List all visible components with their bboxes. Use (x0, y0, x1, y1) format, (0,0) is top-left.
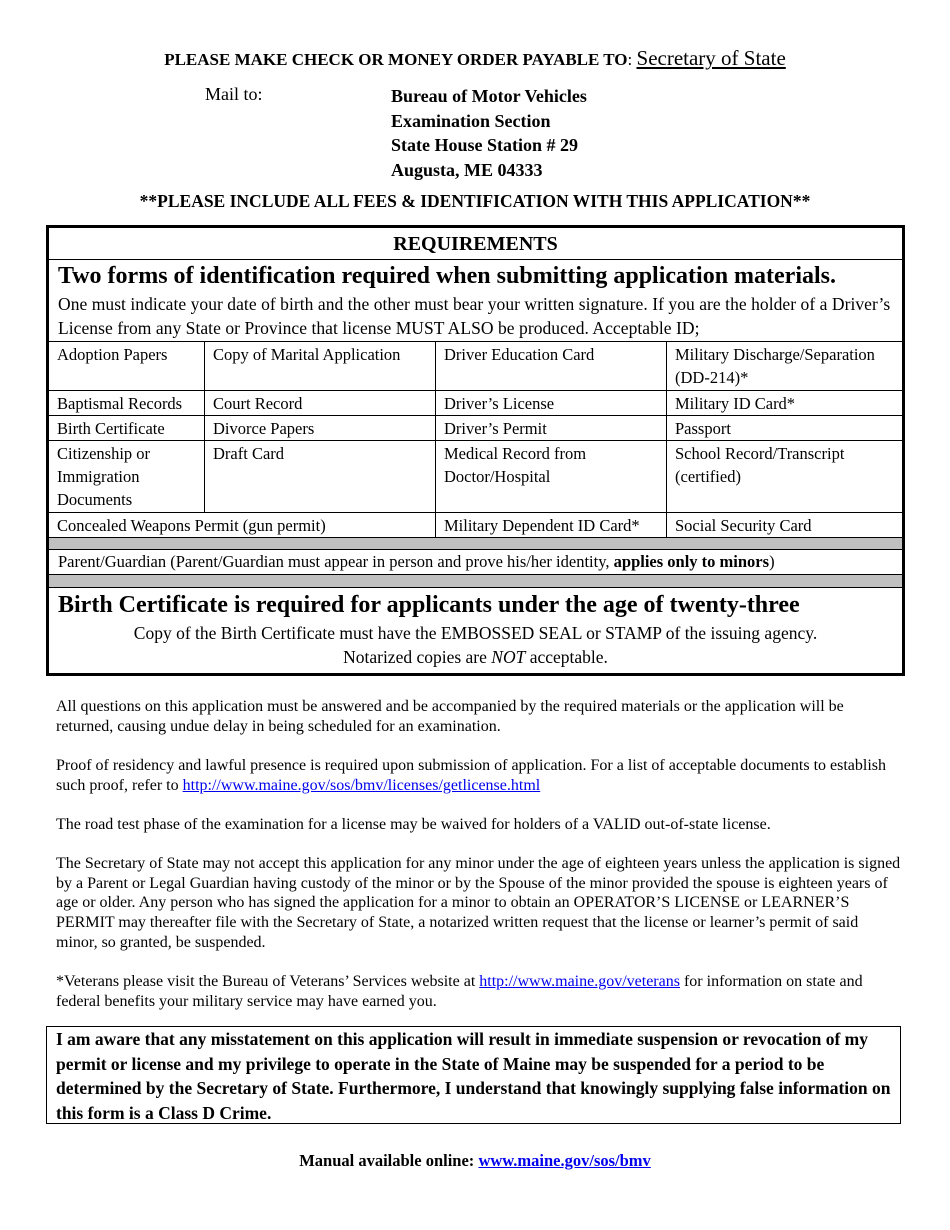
address-line: State House Station # 29 (391, 135, 579, 155)
table-row (49, 441, 902, 513)
road-test-paragraph: The road test phase of the examination for a license may be waived for holders of a VALID out-of-state license. (56, 816, 771, 833)
id-requirement-intro: One must indicate your date of birth and the other must bear your written signature. If you are the holder of a Driver’s License from any State or Province that license MUST ALSO be produced. Acceptable ID; (58, 294, 891, 338)
table-cell: Baptismal Records (49, 391, 205, 416)
manual-link[interactable]: www.maine.gov/sos/bmv (478, 1151, 651, 1170)
birth-certificate-seal-note: Copy of the Birth Certificate must have the EMBOSSED SEAL or STAMP of the issuing agency. (133, 623, 818, 643)
table-cell: Citizenship or Immigration Documents (49, 441, 205, 513)
guardian-text: Parent/Guardian (Parent/Guardian must appear in person and prove his/her identity, (58, 552, 614, 571)
residency-text: Proof of residency and lawful presence is required upon submission of application. For a list of acceptable documents to establish such proof, refer to (56, 757, 887, 794)
table-cell: Military Dependent ID Card* (436, 513, 667, 538)
table-cell: Draft Card (205, 441, 436, 513)
minors-paragraph: The Secretary of State may not accept this application for any minor under the age of eighteen years unless the application is signed by a Parent or Legal Guardian having custody of the minor or by the Spouse of the minor provided the spouse is eighteen years of age or older. Any person who has signed the application for a minor to obtain an OPERATOR’S LICENSE or LEARNER’S PERMIT may thereafter file with the Secretary of State, a notarized written request that the license or learner’s permit of said minor, so granted, be suspended. (56, 855, 901, 951)
include-fees-notice: **PLEASE INCLUDE ALL FEES & IDENTIFICATION WITH THIS APPLICATION** (139, 191, 811, 211)
payable-label: PLEASE MAKE CHECK OR MONEY ORDER PAYABLE TO (164, 50, 628, 69)
separator-bar (49, 538, 902, 550)
separator-bar (49, 575, 902, 588)
table-row (49, 342, 902, 391)
table-cell: Social Security Card (667, 513, 903, 538)
id-requirement-headline: Two forms of identification required when submitting application materials. (58, 263, 837, 289)
payable-separator: : (627, 50, 637, 69)
notarized-emphasis: NOT (491, 647, 526, 667)
table-cell: Military Discharge/Separation (DD-214)* (667, 342, 903, 391)
table-cell: Copy of Marital Application (205, 342, 436, 391)
veterans-link[interactable]: http://www.maine.gov/veterans (479, 973, 680, 990)
notarized-pre: Notarized copies are (343, 647, 492, 667)
notarized-post: acceptable. (525, 647, 608, 667)
table-cell: Divorce Papers (205, 416, 436, 441)
requirements-box (46, 225, 905, 676)
table-row (49, 513, 902, 538)
manual-label: Manual available online: (299, 1151, 479, 1170)
table-cell: School Record/Transcript (certified) (667, 441, 903, 513)
parent-guardian-note (49, 550, 902, 575)
address-line: Augusta, ME 04333 (391, 159, 543, 180)
table-cell: Medical Record from Doctor/Hospital (436, 441, 667, 513)
veterans-paragraph (56, 972, 901, 1011)
veterans-text-end: for information on state and federal benefits your military service may have earned you. (56, 973, 863, 1010)
questions-paragraph: All questions on this application must be answered and be accompanied by the required materials or the application will be returned, causing undue delay in being scheduled for an examination. (56, 698, 844, 735)
address-line: Bureau of Motor Vehicles (391, 86, 587, 106)
guardian-end: ) (769, 552, 775, 571)
table-cell: Court Record (205, 391, 436, 416)
manual-online (0, 1151, 950, 1171)
residency-link[interactable]: http://www.maine.gov/sos/bmv/licenses/getlicense.html (182, 776, 541, 794)
guardian-bold: applies only to minors (613, 552, 770, 571)
notarized-copies-note (49, 645, 902, 669)
table-cell: Driver Education Card (436, 342, 667, 391)
address-line: Examination Section (391, 110, 551, 131)
payable-to-line (0, 46, 950, 71)
mailing-address (391, 84, 587, 182)
acceptable-id-table (49, 341, 902, 538)
table-cell: Birth Certificate (49, 416, 205, 441)
table-row (49, 416, 902, 441)
table-row (49, 391, 902, 416)
requirements-title: REQUIREMENTS (49, 228, 902, 260)
table-cell: Driver’s Permit (436, 416, 667, 441)
table-cell: Military ID Card* (667, 391, 903, 416)
birth-certificate-headline: Birth Certificate is required for applicants under the age of twenty-three (58, 592, 800, 618)
payee-name: Secretary of State (636, 46, 786, 70)
table-cell: Driver’s License (436, 391, 667, 416)
table-cell: Concealed Weapons Permit (gun permit) (49, 513, 436, 538)
residency-paragraph (56, 756, 901, 795)
table-cell: Passport (667, 416, 903, 441)
misstatement-warning: I am aware that any misstatement on this application will result in immediate suspension or revocation of my permit or license and my privilege to operate in the State of Maine may be suspended for a period to be determined by the Secretary of State. Furthermore, I understand that knowingly supplying false information on this form is a Class D Crime. (46, 1026, 901, 1124)
table-cell: Adoption Papers (49, 342, 205, 391)
veterans-text: *Veterans please visit the Bureau of Veterans’ Services website at (56, 973, 480, 990)
mail-to-label: Mail to: (205, 84, 263, 104)
